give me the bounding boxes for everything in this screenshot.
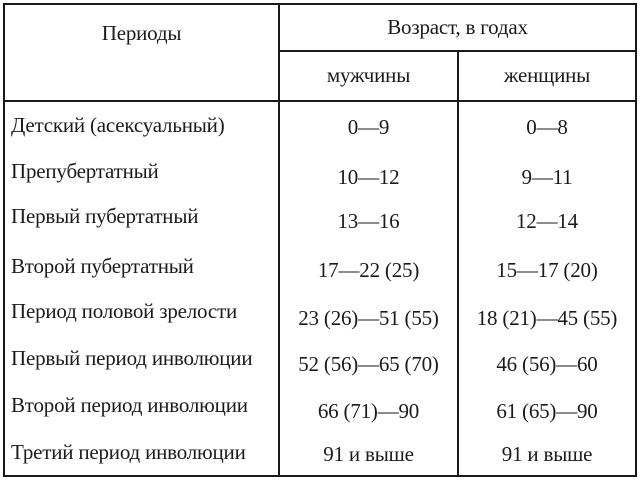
row-period: Третий период инволюции bbox=[11, 440, 246, 464]
table-border-top bbox=[3, 3, 637, 5]
table-border-right bbox=[635, 3, 637, 477]
row-men-age: 66 (71)—90 bbox=[317, 399, 420, 423]
row-period: Второй пубертатный bbox=[11, 254, 194, 278]
table-border-left bbox=[3, 3, 5, 477]
header-women: женщины bbox=[503, 63, 591, 87]
row-women-age: 0—8 bbox=[526, 115, 568, 139]
header-age: Возраст, в годах bbox=[387, 15, 528, 39]
row-period: Период половой зрелости bbox=[11, 299, 238, 323]
row-men-age: 23 (26)—51 (55) bbox=[298, 306, 439, 330]
row-women-age: 61 (65)—90 bbox=[496, 399, 598, 423]
table-border-bottom bbox=[3, 475, 637, 477]
row-women-age: 91 и выше bbox=[501, 442, 593, 466]
row-men-age: 52 (56)—65 (70) bbox=[298, 352, 439, 376]
row-period: Детский (асексуальный) bbox=[11, 113, 225, 137]
row-women-age: 9—11 bbox=[521, 165, 573, 189]
row-period: Первый пубертатный bbox=[11, 204, 199, 228]
row-period: Препубертатный bbox=[11, 159, 159, 183]
row-period: Первый период инволюции bbox=[11, 346, 253, 370]
row-men-age: 10—12 bbox=[337, 165, 400, 189]
row-period: Второй период инволюции bbox=[11, 393, 248, 417]
row-women-age: 15—17 (20) bbox=[496, 258, 598, 282]
header-bottom-line bbox=[3, 100, 637, 102]
row-women-age: 46 (56)—60 bbox=[496, 352, 598, 376]
header-subdivider bbox=[278, 50, 637, 52]
header-periods: Периоды bbox=[101, 21, 182, 45]
row-men-age: 0—9 bbox=[347, 115, 390, 139]
row-men-age: 17—22 (25) bbox=[317, 258, 420, 282]
row-women-age: 12—14 bbox=[515, 209, 578, 233]
header-men: мужчины bbox=[326, 63, 411, 87]
row-women-age: 18 (21)—45 (55) bbox=[476, 306, 618, 330]
row-men-age: 13—16 bbox=[337, 209, 400, 233]
row-men-age: 91 и выше bbox=[323, 442, 414, 466]
